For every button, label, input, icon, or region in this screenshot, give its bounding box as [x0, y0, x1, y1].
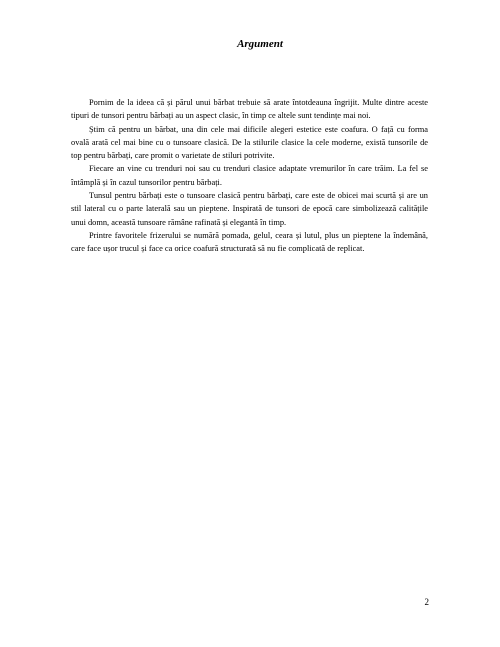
- paragraph: Printre favoritele frizerului se numără pomada, gelul, ceara și lutul, plus un pieptene la îndemână, care face ușor trucul și face ca orice coafură structurată să nu fie complicată de replicat.: [71, 230, 428, 254]
- page-number: 2: [424, 597, 429, 607]
- paragraph: Tunsul pentru bărbați este o tunsoare clasică pentru bărbați, care este de obicei mai scurtă și are un stil lateral cu o parte laterală sau un pieptene. Inspirată de tunsori de epocă care simbolizează calitățile unui domn, această tunsoare rămâne rafinată și elegantă în timp.: [71, 191, 428, 227]
- document-body: [71, 96, 428, 256]
- document-title: Argument: [237, 38, 283, 50]
- paragraph: Fiecare an vine cu trenduri noi sau cu trenduri clasice adaptate vremurilor în care trăim. La fel se întâmplă și în cazul tunsorilor pentru bărbați.: [71, 164, 428, 187]
- paragraph: Știm că pentru un bărbat, una din cele mai dificile alegeri estetice este coafura. O față cu forma ovală arată cel mai bine cu o tunsoare clasică. De la stilurile clasice la cele moderne, există tunsorile de top pentru bărbați, care promit o varietate de stiluri potrivite.: [71, 124, 428, 161]
- paragraph: Pornim de la ideea că și părul unui bărbat trebuie să arate întotdeauna îngrijit. Multe dintre aceste tipuri de tunsori pentru bărbați au un aspect clasic, în timp ce altele sunt tendințe mai noi.: [71, 98, 428, 121]
